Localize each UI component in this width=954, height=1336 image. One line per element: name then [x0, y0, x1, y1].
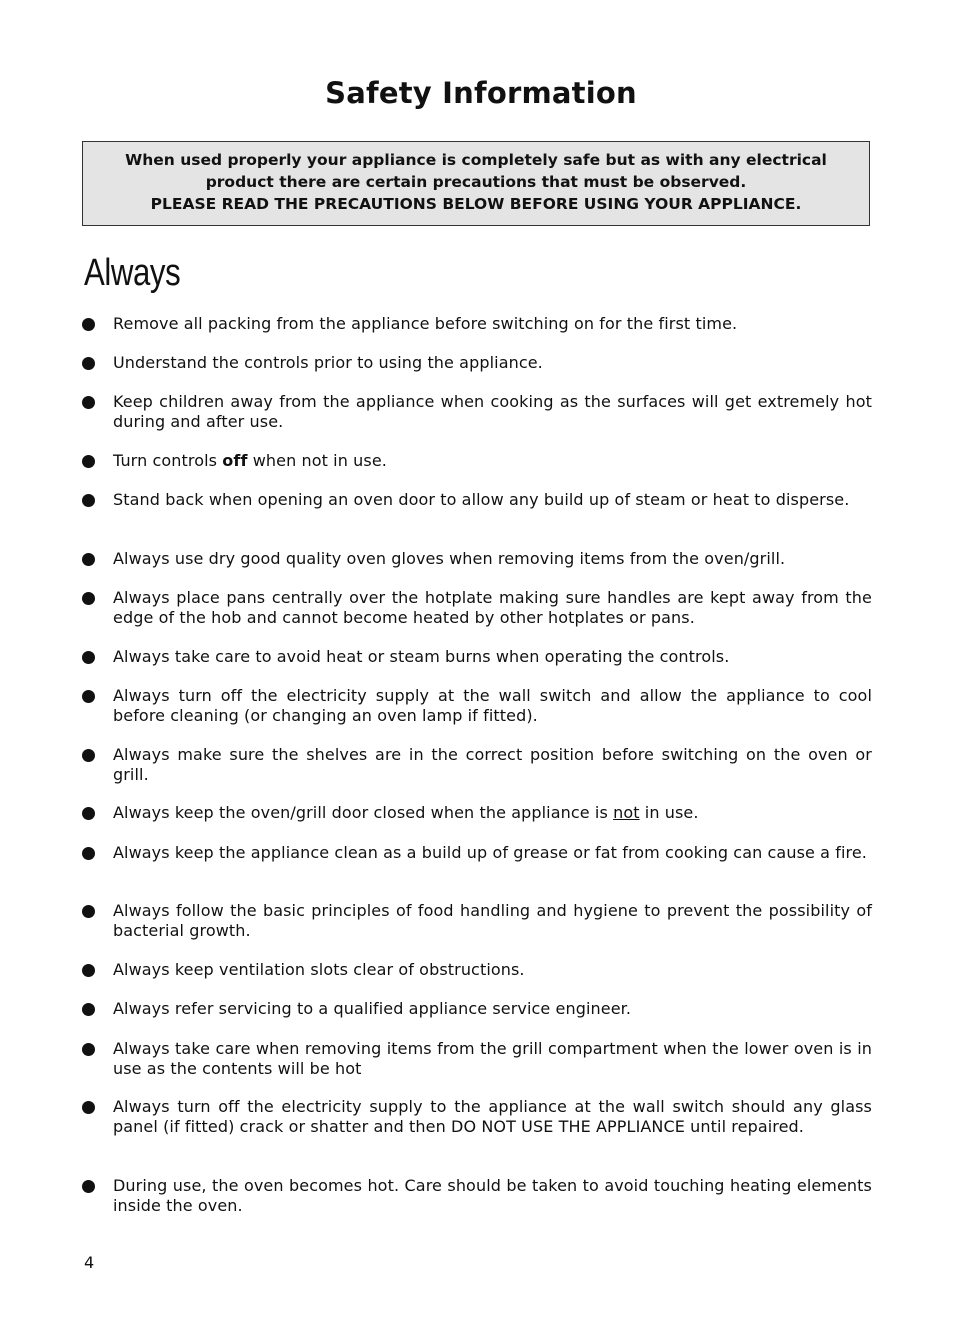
- item-text: Always use dry good quality oven gloves when removing items from the oven/grill.: [113, 549, 786, 568]
- bullet-icon: [82, 1003, 95, 1016]
- item-text: Always place pans centrally over the hotplate making sure handles are kept away from the edge of the hob and cannot become heated by other hotplates or pans.: [113, 588, 872, 627]
- bullet-icon: [82, 690, 95, 703]
- item-text: Understand the controls prior to using the appliance.: [113, 353, 543, 372]
- item-text: Remove all packing from the appliance before switching on for the first time.: [113, 314, 738, 333]
- notice-line: PLEASE READ THE PRECAUTIONS BELOW BEFORE USING YOUR APPLIANCE.: [150, 195, 802, 213]
- bullet-icon: [82, 749, 95, 762]
- bullet-icon: [82, 651, 95, 664]
- item-text: Always keep ventilation slots clear of obstructions.: [113, 960, 525, 979]
- bullet-icon: [82, 1180, 95, 1193]
- bullet-icon: [82, 847, 95, 860]
- bullet-icon: [82, 592, 95, 605]
- item-text: Always turn off the electricity supply at the wall switch and allow the appliance to cool before cleaning (or changing an oven lamp if fitted).: [113, 686, 872, 725]
- bullet-icon: [82, 553, 95, 566]
- item-text: Always make sure the shelves are in the correct position before switching on the oven or grill.: [113, 745, 872, 784]
- item-text: Turn controls off when not in use.: [113, 451, 387, 470]
- item-text: Always refer servicing to a qualified appliance service engineer.: [113, 999, 632, 1018]
- bullet-icon: [82, 494, 95, 507]
- item-text: Stand back when opening an oven door to allow any build up of steam or heat to disperse.: [113, 490, 850, 509]
- item-text: Always keep the oven/grill door closed when the appliance is not in use.: [113, 803, 699, 822]
- bullet-icon: [82, 455, 95, 468]
- bullet-icon: [82, 318, 95, 331]
- bullet-icon: [82, 964, 95, 977]
- emphasis-text: not: [613, 803, 640, 822]
- item-text: Keep children away from the appliance when cooking as the surfaces will get extremely hot during and after use.: [113, 392, 872, 431]
- bullet-icon: [82, 905, 95, 918]
- bullet-icon: [82, 1043, 95, 1056]
- item-text: Always keep the appliance clean as a build up of grease or fat from cooking can cause a fire.: [113, 843, 867, 862]
- bullet-icon: [82, 396, 95, 409]
- emphasis-text: off: [222, 451, 248, 470]
- notice-line: When used properly your appliance is completely safe but as with any electrical: [125, 151, 827, 169]
- page-title: Safety Information: [325, 76, 637, 110]
- item-text: Always take care to avoid heat or steam burns when operating the controls.: [113, 647, 730, 666]
- page-number: 4: [84, 1253, 95, 1272]
- item-text: Always take care when removing items from the grill compartment when the lower oven is in use as the contents will be hot: [113, 1039, 872, 1078]
- item-text: During use, the oven becomes hot. Care should be taken to avoid touching heating elements inside the oven.: [113, 1176, 872, 1215]
- bullet-icon: [82, 807, 95, 820]
- item-text: Always follow the basic principles of food handling and hygiene to prevent the possibility of bacterial growth.: [113, 901, 872, 940]
- safety-notice-box: [82, 141, 870, 226]
- item-text: Always turn off the electricity supply to the appliance at the wall switch should any glass panel (if fitted) crack or shatter and then DO NOT USE THE APPLIANCE until repaired.: [113, 1097, 872, 1136]
- notice-line: product there are certain precautions that must be observed.: [205, 173, 747, 191]
- bullet-icon: [82, 357, 95, 370]
- section-heading: Always: [84, 252, 181, 294]
- bullet-icon: [82, 1101, 95, 1114]
